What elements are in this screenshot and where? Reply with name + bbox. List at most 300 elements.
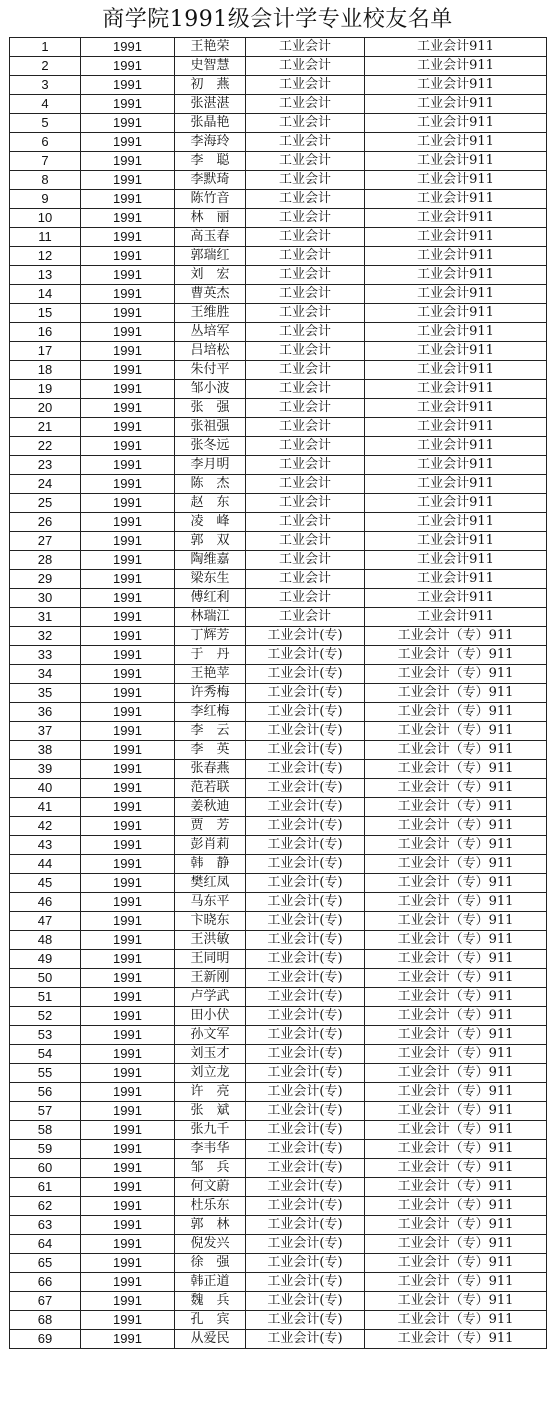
- table-row: [10, 38, 547, 57]
- row-number-cell: 68: [10, 1311, 81, 1330]
- enrollment-year-cell: 1991: [81, 1292, 175, 1311]
- enrollment-year-cell: 1991: [81, 570, 175, 589]
- enrollment-year-cell: 1991: [81, 399, 175, 418]
- major-cell: 工业会计: [246, 342, 365, 361]
- enrollment-year-cell: 1991: [81, 76, 175, 95]
- row-number-cell: 32: [10, 627, 81, 646]
- class-name-cell: 工业会计（专）911: [365, 1102, 547, 1121]
- student-name-cell: 马东平: [175, 893, 246, 912]
- table-row: [10, 209, 547, 228]
- table-row: [10, 1311, 547, 1330]
- major-cell: 工业会计: [246, 171, 365, 190]
- student-name-cell: 张九千: [175, 1121, 246, 1140]
- student-name-cell: 于 丹: [175, 646, 246, 665]
- major-cell: 工业会计(专): [246, 855, 365, 874]
- student-name-cell: 张春燕: [175, 760, 246, 779]
- table-row: [10, 551, 547, 570]
- row-number-cell: 47: [10, 912, 81, 931]
- major-cell: 工业会计: [246, 285, 365, 304]
- class-name-cell: 工业会计911: [365, 323, 547, 342]
- major-cell: 工业会计(专): [246, 1273, 365, 1292]
- row-number-cell: 11: [10, 228, 81, 247]
- row-number-cell: 39: [10, 760, 81, 779]
- class-name-cell: 工业会计（专）911: [365, 1045, 547, 1064]
- class-name-cell: 工业会计（专）911: [365, 931, 547, 950]
- table-row: [10, 76, 547, 95]
- student-name-cell: 王洪敏: [175, 931, 246, 950]
- table-row: [10, 380, 547, 399]
- row-number-cell: 37: [10, 722, 81, 741]
- class-name-cell: 工业会计（专）911: [365, 1216, 547, 1235]
- major-cell: 工业会计(专): [246, 836, 365, 855]
- row-number-cell: 57: [10, 1102, 81, 1121]
- major-cell: 工业会计(专): [246, 1292, 365, 1311]
- major-cell: 工业会计(专): [246, 722, 365, 741]
- row-number-cell: 2: [10, 57, 81, 76]
- student-name-cell: 王维胜: [175, 304, 246, 323]
- class-name-cell: 工业会计911: [365, 589, 547, 608]
- row-number-cell: 8: [10, 171, 81, 190]
- enrollment-year-cell: 1991: [81, 532, 175, 551]
- table-row: [10, 589, 547, 608]
- class-name-cell: 工业会计911: [365, 399, 547, 418]
- enrollment-year-cell: 1991: [81, 608, 175, 627]
- table-row: [10, 950, 547, 969]
- major-cell: 工业会计(专): [246, 1121, 365, 1140]
- class-name-cell: 工业会计（专）911: [365, 950, 547, 969]
- major-cell: 工业会计: [246, 532, 365, 551]
- student-name-cell: 张冬远: [175, 437, 246, 456]
- class-name-cell: 工业会计（专）911: [365, 1235, 547, 1254]
- enrollment-year-cell: 1991: [81, 988, 175, 1007]
- class-name-cell: 工业会计911: [365, 437, 547, 456]
- class-name-cell: 工业会计911: [365, 190, 547, 209]
- major-cell: 工业会计: [246, 380, 365, 399]
- student-name-cell: 丛培军: [175, 323, 246, 342]
- row-number-cell: 22: [10, 437, 81, 456]
- student-name-cell: 李月明: [175, 456, 246, 475]
- row-number-cell: 7: [10, 152, 81, 171]
- major-cell: 工业会计(专): [246, 912, 365, 931]
- row-number-cell: 50: [10, 969, 81, 988]
- enrollment-year-cell: 1991: [81, 475, 175, 494]
- class-name-cell: 工业会计（专）911: [365, 817, 547, 836]
- table-row: [10, 57, 547, 76]
- student-name-cell: 朱付平: [175, 361, 246, 380]
- student-name-cell: 李海玲: [175, 133, 246, 152]
- student-name-cell: 王艳苹: [175, 665, 246, 684]
- enrollment-year-cell: 1991: [81, 1102, 175, 1121]
- enrollment-year-cell: 1991: [81, 722, 175, 741]
- enrollment-year-cell: 1991: [81, 912, 175, 931]
- major-cell: 工业会计: [246, 456, 365, 475]
- student-name-cell: 邹 兵: [175, 1159, 246, 1178]
- student-name-cell: 卞晓东: [175, 912, 246, 931]
- table-row: [10, 798, 547, 817]
- table-row: [10, 266, 547, 285]
- class-name-cell: 工业会计911: [365, 133, 547, 152]
- enrollment-year-cell: 1991: [81, 760, 175, 779]
- enrollment-year-cell: 1991: [81, 1216, 175, 1235]
- table-row: [10, 1197, 547, 1216]
- row-number-cell: 43: [10, 836, 81, 855]
- table-row: [10, 323, 547, 342]
- table-row: [10, 608, 547, 627]
- enrollment-year-cell: 1991: [81, 38, 175, 57]
- class-name-cell: 工业会计911: [365, 494, 547, 513]
- table-row: [10, 513, 547, 532]
- enrollment-year-cell: 1991: [81, 95, 175, 114]
- student-name-cell: 张晶艳: [175, 114, 246, 133]
- enrollment-year-cell: 1991: [81, 817, 175, 836]
- table-row: [10, 969, 547, 988]
- row-number-cell: 10: [10, 209, 81, 228]
- enrollment-year-cell: 1991: [81, 209, 175, 228]
- student-name-cell: 孔 宾: [175, 1311, 246, 1330]
- student-name-cell: 彭肖莉: [175, 836, 246, 855]
- row-number-cell: 49: [10, 950, 81, 969]
- row-number-cell: 65: [10, 1254, 81, 1273]
- table-row: [10, 931, 547, 950]
- row-number-cell: 17: [10, 342, 81, 361]
- table-row: [10, 779, 547, 798]
- major-cell: 工业会计: [246, 304, 365, 323]
- enrollment-year-cell: 1991: [81, 418, 175, 437]
- table-row: [10, 437, 547, 456]
- table-row: [10, 1178, 547, 1197]
- student-name-cell: 陈 杰: [175, 475, 246, 494]
- major-cell: 工业会计(专): [246, 1045, 365, 1064]
- class-name-cell: 工业会计911: [365, 247, 547, 266]
- student-name-cell: 郭瑞红: [175, 247, 246, 266]
- row-number-cell: 33: [10, 646, 81, 665]
- class-name-cell: 工业会计911: [365, 380, 547, 399]
- student-name-cell: 傅红利: [175, 589, 246, 608]
- major-cell: 工业会计(专): [246, 931, 365, 950]
- major-cell: 工业会计: [246, 38, 365, 57]
- major-cell: 工业会计(专): [246, 665, 365, 684]
- class-name-cell: 工业会计（专）911: [365, 779, 547, 798]
- enrollment-year-cell: 1991: [81, 114, 175, 133]
- table-row: [10, 1330, 547, 1349]
- major-cell: 工业会计(专): [246, 1178, 365, 1197]
- table-row: [10, 285, 547, 304]
- class-name-cell: 工业会计（专）911: [365, 1121, 547, 1140]
- student-name-cell: 梁东生: [175, 570, 246, 589]
- enrollment-year-cell: 1991: [81, 1064, 175, 1083]
- table-row: [10, 1083, 547, 1102]
- row-number-cell: 18: [10, 361, 81, 380]
- table-row: [10, 836, 547, 855]
- student-name-cell: 凌 峰: [175, 513, 246, 532]
- major-cell: 工业会计: [246, 57, 365, 76]
- row-number-cell: 21: [10, 418, 81, 437]
- student-name-cell: 孙文军: [175, 1026, 246, 1045]
- table-row: [10, 893, 547, 912]
- student-name-cell: 卢学武: [175, 988, 246, 1007]
- major-cell: 工业会计(专): [246, 779, 365, 798]
- enrollment-year-cell: 1991: [81, 589, 175, 608]
- student-name-cell: 郭 林: [175, 1216, 246, 1235]
- student-name-cell: 韩 静: [175, 855, 246, 874]
- student-name-cell: 丁辉芳: [175, 627, 246, 646]
- class-name-cell: 工业会计911: [365, 285, 547, 304]
- major-cell: 工业会计(专): [246, 1102, 365, 1121]
- major-cell: 工业会计(专): [246, 684, 365, 703]
- enrollment-year-cell: 1991: [81, 1178, 175, 1197]
- class-name-cell: 工业会计（专）911: [365, 1064, 547, 1083]
- table-row: [10, 133, 547, 152]
- row-number-cell: 31: [10, 608, 81, 627]
- row-number-cell: 28: [10, 551, 81, 570]
- class-name-cell: 工业会计（专）911: [365, 1083, 547, 1102]
- enrollment-year-cell: 1991: [81, 323, 175, 342]
- enrollment-year-cell: 1991: [81, 1026, 175, 1045]
- major-cell: 工业会计: [246, 437, 365, 456]
- class-name-cell: 工业会计911: [365, 532, 547, 551]
- enrollment-year-cell: 1991: [81, 855, 175, 874]
- row-number-cell: 41: [10, 798, 81, 817]
- major-cell: 工业会计(专): [246, 1026, 365, 1045]
- major-cell: 工业会计: [246, 399, 365, 418]
- enrollment-year-cell: 1991: [81, 342, 175, 361]
- class-name-cell: 工业会计（专）911: [365, 741, 547, 760]
- enrollment-year-cell: 1991: [81, 931, 175, 950]
- major-cell: 工业会计(专): [246, 1235, 365, 1254]
- student-name-cell: 姜秋迪: [175, 798, 246, 817]
- row-number-cell: 27: [10, 532, 81, 551]
- enrollment-year-cell: 1991: [81, 741, 175, 760]
- class-name-cell: 工业会计911: [365, 361, 547, 380]
- student-name-cell: 吕培松: [175, 342, 246, 361]
- enrollment-year-cell: 1991: [81, 247, 175, 266]
- row-number-cell: 1: [10, 38, 81, 57]
- major-cell: 工业会计(专): [246, 703, 365, 722]
- major-cell: 工业会计(专): [246, 1330, 365, 1349]
- table-row: [10, 1140, 547, 1159]
- row-number-cell: 15: [10, 304, 81, 323]
- student-name-cell: 杜乐东: [175, 1197, 246, 1216]
- major-cell: 工业会计(专): [246, 893, 365, 912]
- major-cell: 工业会计: [246, 570, 365, 589]
- table-row: [10, 399, 547, 418]
- row-number-cell: 16: [10, 323, 81, 342]
- major-cell: 工业会计: [246, 209, 365, 228]
- student-name-cell: 许秀梅: [175, 684, 246, 703]
- table-row: [10, 342, 547, 361]
- class-name-cell: 工业会计911: [365, 608, 547, 627]
- student-name-cell: 张祖强: [175, 418, 246, 437]
- table-row: [10, 114, 547, 133]
- major-cell: 工业会计(专): [246, 988, 365, 1007]
- student-name-cell: 刘玉才: [175, 1045, 246, 1064]
- class-name-cell: 工业会计911: [365, 551, 547, 570]
- enrollment-year-cell: 1991: [81, 1083, 175, 1102]
- class-name-cell: 工业会计（专）911: [365, 1197, 547, 1216]
- class-name-cell: 工业会计911: [365, 228, 547, 247]
- row-number-cell: 54: [10, 1045, 81, 1064]
- table-row: [10, 570, 547, 589]
- table-row: [10, 475, 547, 494]
- enrollment-year-cell: 1991: [81, 1235, 175, 1254]
- class-name-cell: 工业会计（专）911: [365, 1007, 547, 1026]
- table-row: [10, 1216, 547, 1235]
- major-cell: 工业会计(专): [246, 950, 365, 969]
- class-name-cell: 工业会计（专）911: [365, 684, 547, 703]
- class-name-cell: 工业会计（专）911: [365, 703, 547, 722]
- table-row: [10, 988, 547, 1007]
- enrollment-year-cell: 1991: [81, 152, 175, 171]
- student-name-cell: 刘立龙: [175, 1064, 246, 1083]
- student-name-cell: 李 英: [175, 741, 246, 760]
- major-cell: 工业会计: [246, 475, 365, 494]
- enrollment-year-cell: 1991: [81, 266, 175, 285]
- row-number-cell: 51: [10, 988, 81, 1007]
- class-name-cell: 工业会计911: [365, 171, 547, 190]
- major-cell: 工业会计: [246, 494, 365, 513]
- table-row: [10, 247, 547, 266]
- major-cell: 工业会计(专): [246, 874, 365, 893]
- student-name-cell: 陶维嘉: [175, 551, 246, 570]
- student-name-cell: 高玉春: [175, 228, 246, 247]
- enrollment-year-cell: 1991: [81, 950, 175, 969]
- enrollment-year-cell: 1991: [81, 285, 175, 304]
- table-row: [10, 684, 547, 703]
- student-name-cell: 林 丽: [175, 209, 246, 228]
- student-name-cell: 从爱民: [175, 1330, 246, 1349]
- table-row: [10, 95, 547, 114]
- class-name-cell: 工业会计911: [365, 304, 547, 323]
- row-number-cell: 45: [10, 874, 81, 893]
- row-number-cell: 56: [10, 1083, 81, 1102]
- major-cell: 工业会计(专): [246, 817, 365, 836]
- student-name-cell: 史智慧: [175, 57, 246, 76]
- enrollment-year-cell: 1991: [81, 1045, 175, 1064]
- major-cell: 工业会计(专): [246, 1311, 365, 1330]
- enrollment-year-cell: 1991: [81, 798, 175, 817]
- row-number-cell: 55: [10, 1064, 81, 1083]
- row-number-cell: 64: [10, 1235, 81, 1254]
- row-number-cell: 25: [10, 494, 81, 513]
- class-name-cell: 工业会计（专）911: [365, 1159, 547, 1178]
- table-row: [10, 722, 547, 741]
- student-name-cell: 韩正道: [175, 1273, 246, 1292]
- row-number-cell: 20: [10, 399, 81, 418]
- student-name-cell: 魏 兵: [175, 1292, 246, 1311]
- class-name-cell: 工业会计911: [365, 38, 547, 57]
- major-cell: 工业会计: [246, 152, 365, 171]
- row-number-cell: 9: [10, 190, 81, 209]
- row-number-cell: 13: [10, 266, 81, 285]
- class-name-cell: 工业会计（专）911: [365, 912, 547, 931]
- row-number-cell: 58: [10, 1121, 81, 1140]
- class-name-cell: 工业会计911: [365, 114, 547, 133]
- alumni-table: [9, 37, 547, 1349]
- page-title: 商学院1991级会计学专业校友名单: [102, 7, 453, 32]
- major-cell: 工业会计(专): [246, 1140, 365, 1159]
- student-name-cell: 陈竹音: [175, 190, 246, 209]
- student-name-cell: 樊红凤: [175, 874, 246, 893]
- row-number-cell: 62: [10, 1197, 81, 1216]
- student-name-cell: 张 强: [175, 399, 246, 418]
- table-row: [10, 304, 547, 323]
- row-number-cell: 69: [10, 1330, 81, 1349]
- table-row: [10, 1273, 547, 1292]
- student-name-cell: 刘 宏: [175, 266, 246, 285]
- row-number-cell: 23: [10, 456, 81, 475]
- major-cell: 工业会计: [246, 361, 365, 380]
- row-number-cell: 36: [10, 703, 81, 722]
- class-name-cell: 工业会计（专）911: [365, 893, 547, 912]
- student-name-cell: 林瑞江: [175, 608, 246, 627]
- class-name-cell: 工业会计（专）911: [365, 665, 547, 684]
- student-name-cell: 张 斌: [175, 1102, 246, 1121]
- major-cell: 工业会计: [246, 589, 365, 608]
- student-name-cell: 郭 双: [175, 532, 246, 551]
- row-number-cell: 30: [10, 589, 81, 608]
- enrollment-year-cell: 1991: [81, 1311, 175, 1330]
- row-number-cell: 6: [10, 133, 81, 152]
- alumni-table-body: [10, 38, 547, 1349]
- class-name-cell: 工业会计（专）911: [365, 874, 547, 893]
- major-cell: 工业会计(专): [246, 760, 365, 779]
- class-name-cell: 工业会计（专）911: [365, 1273, 547, 1292]
- table-row: [10, 152, 547, 171]
- major-cell: 工业会计(专): [246, 1083, 365, 1102]
- enrollment-year-cell: 1991: [81, 1121, 175, 1140]
- class-name-cell: 工业会计911: [365, 76, 547, 95]
- class-name-cell: 工业会计911: [365, 57, 547, 76]
- enrollment-year-cell: 1991: [81, 1140, 175, 1159]
- student-name-cell: 王同明: [175, 950, 246, 969]
- major-cell: 工业会计: [246, 76, 365, 95]
- class-name-cell: 工业会计911: [365, 475, 547, 494]
- major-cell: 工业会计(专): [246, 1216, 365, 1235]
- enrollment-year-cell: 1991: [81, 703, 175, 722]
- major-cell: 工业会计(专): [246, 1254, 365, 1273]
- major-cell: 工业会计: [246, 247, 365, 266]
- class-name-cell: 工业会计（专）911: [365, 798, 547, 817]
- table-row: [10, 532, 547, 551]
- enrollment-year-cell: 1991: [81, 1197, 175, 1216]
- row-number-cell: 19: [10, 380, 81, 399]
- row-number-cell: 4: [10, 95, 81, 114]
- enrollment-year-cell: 1991: [81, 1273, 175, 1292]
- major-cell: 工业会计: [246, 114, 365, 133]
- student-name-cell: 赵 东: [175, 494, 246, 513]
- row-number-cell: 34: [10, 665, 81, 684]
- enrollment-year-cell: 1991: [81, 779, 175, 798]
- table-row: [10, 171, 547, 190]
- row-number-cell: 46: [10, 893, 81, 912]
- class-name-cell: 工业会计911: [365, 342, 547, 361]
- row-number-cell: 42: [10, 817, 81, 836]
- enrollment-year-cell: 1991: [81, 646, 175, 665]
- enrollment-year-cell: 1991: [81, 969, 175, 988]
- table-row: [10, 418, 547, 437]
- row-number-cell: 26: [10, 513, 81, 532]
- row-number-cell: 66: [10, 1273, 81, 1292]
- table-row: [10, 1254, 547, 1273]
- table-row: [10, 760, 547, 779]
- class-name-cell: 工业会计911: [365, 570, 547, 589]
- row-number-cell: 59: [10, 1140, 81, 1159]
- enrollment-year-cell: 1991: [81, 494, 175, 513]
- table-row: [10, 703, 547, 722]
- major-cell: 工业会计: [246, 228, 365, 247]
- class-name-cell: 工业会计（专）911: [365, 760, 547, 779]
- class-name-cell: 工业会计911: [365, 152, 547, 171]
